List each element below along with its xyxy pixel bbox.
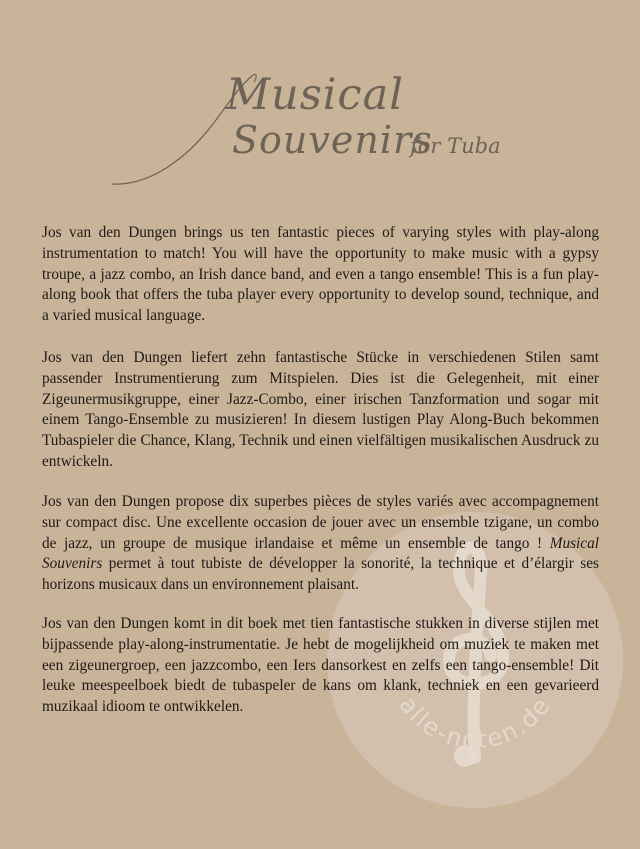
- watermark-text: alle-noten.de: [393, 691, 557, 755]
- title-souvenirs: Souvenirs: [232, 118, 433, 162]
- paragraph-english: Jos van den Dungen brings us ten fantastic pieces of varying styles with play-along instrumentation to match! You will have the opportunity to make music with a gypsy troupe, a jazz combo, an Irish dance band, and even a tango ensemble! This is a fun play-along book that offers the tuba player every opportunity to develop sound, technique, and a varied musical language.: [42, 224, 599, 325]
- title-for-tuba: for Tuba: [410, 134, 501, 158]
- paragraph-french-part1: Jos van den Dungen propose dix superbes pièces de styles variés avec accompagnement sur compact disc. Une excellente occasion de jouer avec un ensemble tzigane, un combo de jazz, un groupe de musique irlandaise et même un ensemble de tango !: [42, 493, 599, 552]
- paragraph-french-part2: permet à tout tubiste de développer la sonorité, la technique et d’élargir ses horizons musicaux dans un environnement plaisant.: [42, 555, 599, 594]
- title-block: [0, 0, 640, 210]
- title-musical: Musical: [226, 70, 405, 120]
- paragraph-french: [42, 492, 599, 596]
- paragraph-dutch: Jos van den Dungen komt in dit boek met tien fantastische stukken in diverse stijlen met bijpassende play-along-instrumentatie. Je hebt de mogelijkheid om muziek te maken met een zigeunergroep, een jazzcombo, een Iers dansorkest en zelfs een tango-ensemble! Dit leuke meespeelboek biedt de tubaspeler de kans om klank, techniek en een gevarieerd muzikaal idioom te ontwikkelen.: [42, 615, 599, 716]
- paragraph-french-book-title: Musical Souvenirs: [42, 534, 599, 573]
- paragraph-german: Jos van den Dungen liefert zehn fantastische Stücke in verschiedenen Stilen samt passender Instrumentierung zum Mitspielen. Dies ist die Gelegenheit, mit einer Zigeunermusikgruppe, einer Jazz-Combo, einer irischen Tanzformation und sogar mit einem Tango-Ensemble zu musizieren! In diesem lustigen Play Along-Buch bekommen Tubaspieler die Chance, Klang, Technik und einen vielfältigen musikalischen Ausdruck zu entwickeln.: [42, 349, 599, 470]
